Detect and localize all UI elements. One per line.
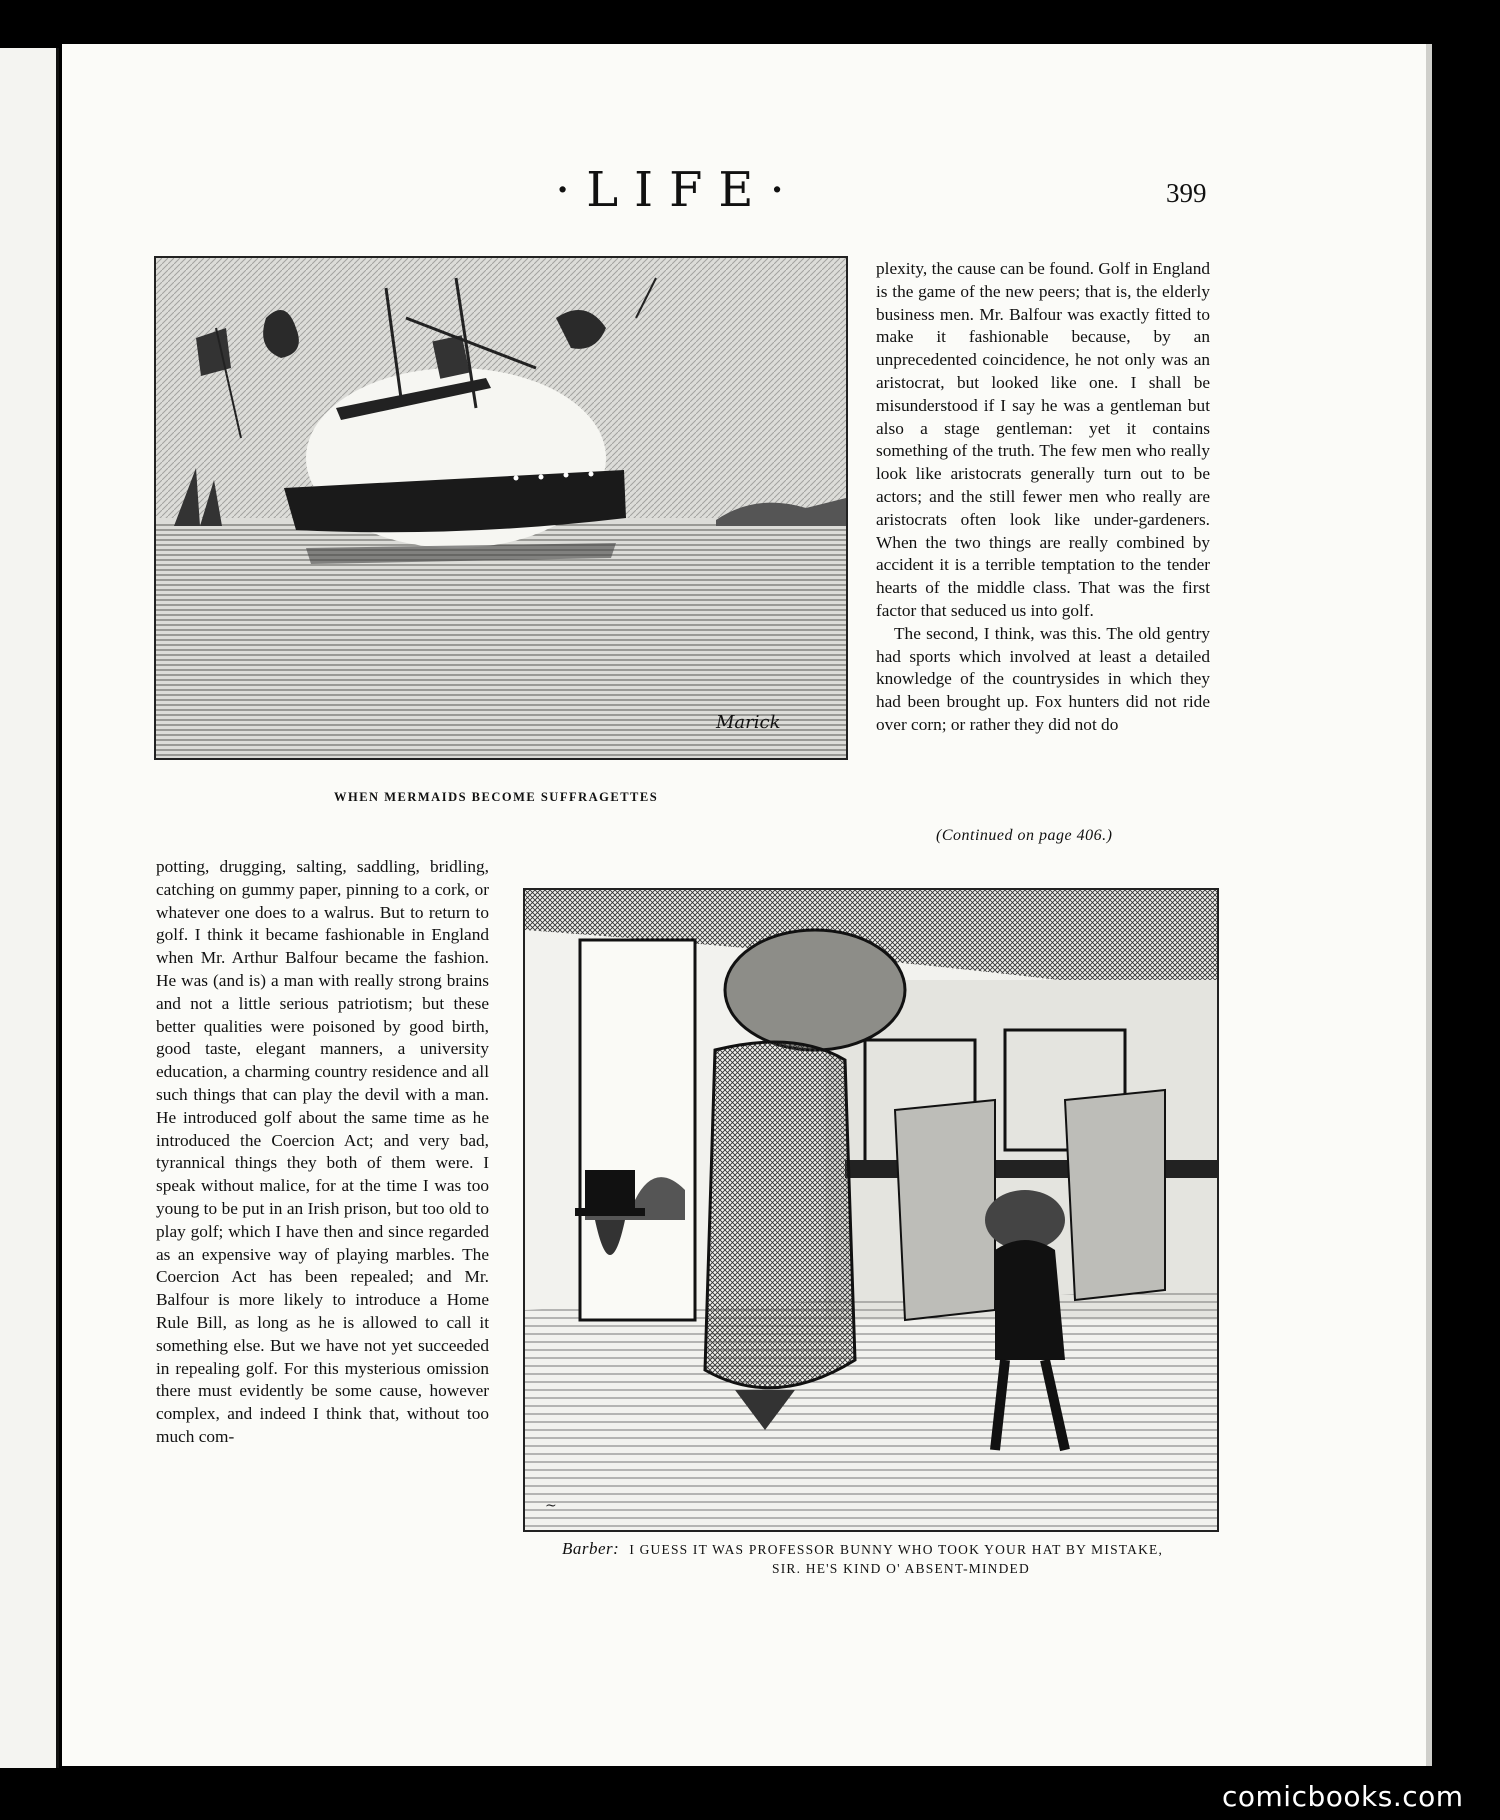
walrus-body (705, 1042, 855, 1388)
caption-top-illustration: WHEN MERMAIDS BECOME SUFFRAGETTES (334, 790, 659, 804)
artist-signature: Marick (716, 712, 781, 733)
paragraph: plexity, the cause can be found. Golf in England is the game of the new peers; that is, the elderly business men. Mr. Balfour was exactly fitted to make it fashionable because, by an unprecedented coincidence, he not only was an aristocrat, but looked like one. I shall be misunderstood if I say he was a gentleman but also a stage gentleman: yet it contains something of the truth. The few men who really look like aristocrats generally turn out to be actors; and the still fewer men who really are aristocrats often look like under-gardeners. When the two things are really combined by accident it is a terrible temptation to the tender hearts of the middle class. That was the first factor that seduced us into golf. (876, 259, 1210, 620)
masthead: ·LIFE· (555, 162, 801, 218)
illustration-exploding-ship (154, 256, 848, 760)
caption-bottom-line1 (562, 1539, 1163, 1559)
page-shadow-edge (1426, 44, 1432, 1766)
caption-speaker: Barber: (562, 1539, 620, 1558)
svg-text:~: ~ (545, 1498, 557, 1514)
article-column-right (876, 258, 1210, 737)
article-column-left (156, 856, 489, 1449)
caption-bottom-line2: SIR. HE'S KIND O' ABSENT-MINDED (772, 1561, 1030, 1576)
caption-text: I GUESS IT WAS PROFESSOR BUNNY WHO TOOK YOUR HAT BY MISTAKE, (629, 1542, 1164, 1557)
walrus-head (725, 930, 905, 1050)
page-number: 399 (1166, 178, 1207, 208)
paragraph: The second, I think, was this. The old gentry had sports which involved at least a detailed knowledge of the countrysides in which they had been brought up. Fox hunters did not ride over corn; or rather they did not do (876, 623, 1210, 734)
site-watermark: comicbooks.com (1222, 1780, 1464, 1813)
illustration-walrus-barber (523, 888, 1219, 1532)
paragraph: potting, drugging, salting, saddling, bridling, catching on gummy paper, pinning to a cork, or whatever one does to a walrus. But to return to golf. I think it became fashionable in England when Mr. Arthur Balfour became the fashion. He was (and is) a man with really strong brains and not a little serious patriotism; but these better qualities were poisoned by good birth, good taste, elegant manners, a university education, a charming country residence and all such things that can play the devil with a man. He introduced golf about the same time as he introduced the Coercion Act; and very bad, tyrannical things they both of them were. I speak without malice, for at the time I was too young to be put in an Irish prison, but too old to play golf; which I have then and since regarded as an expensive way of playing marbles. The Coercion Act has been repealed; and Mr. Balfour is more likely to introduce a Home Rule Bill, as long as he is allowed to call it something else. But we have not yet succeeded in repealing golf. For this mysterious omission there must evidently be some cause, however complex, and indeed I think that, without too much com- (156, 857, 489, 1446)
adjacent-page-edge (0, 48, 59, 1768)
continued-note: (Continued on page 406.) (936, 827, 1113, 844)
